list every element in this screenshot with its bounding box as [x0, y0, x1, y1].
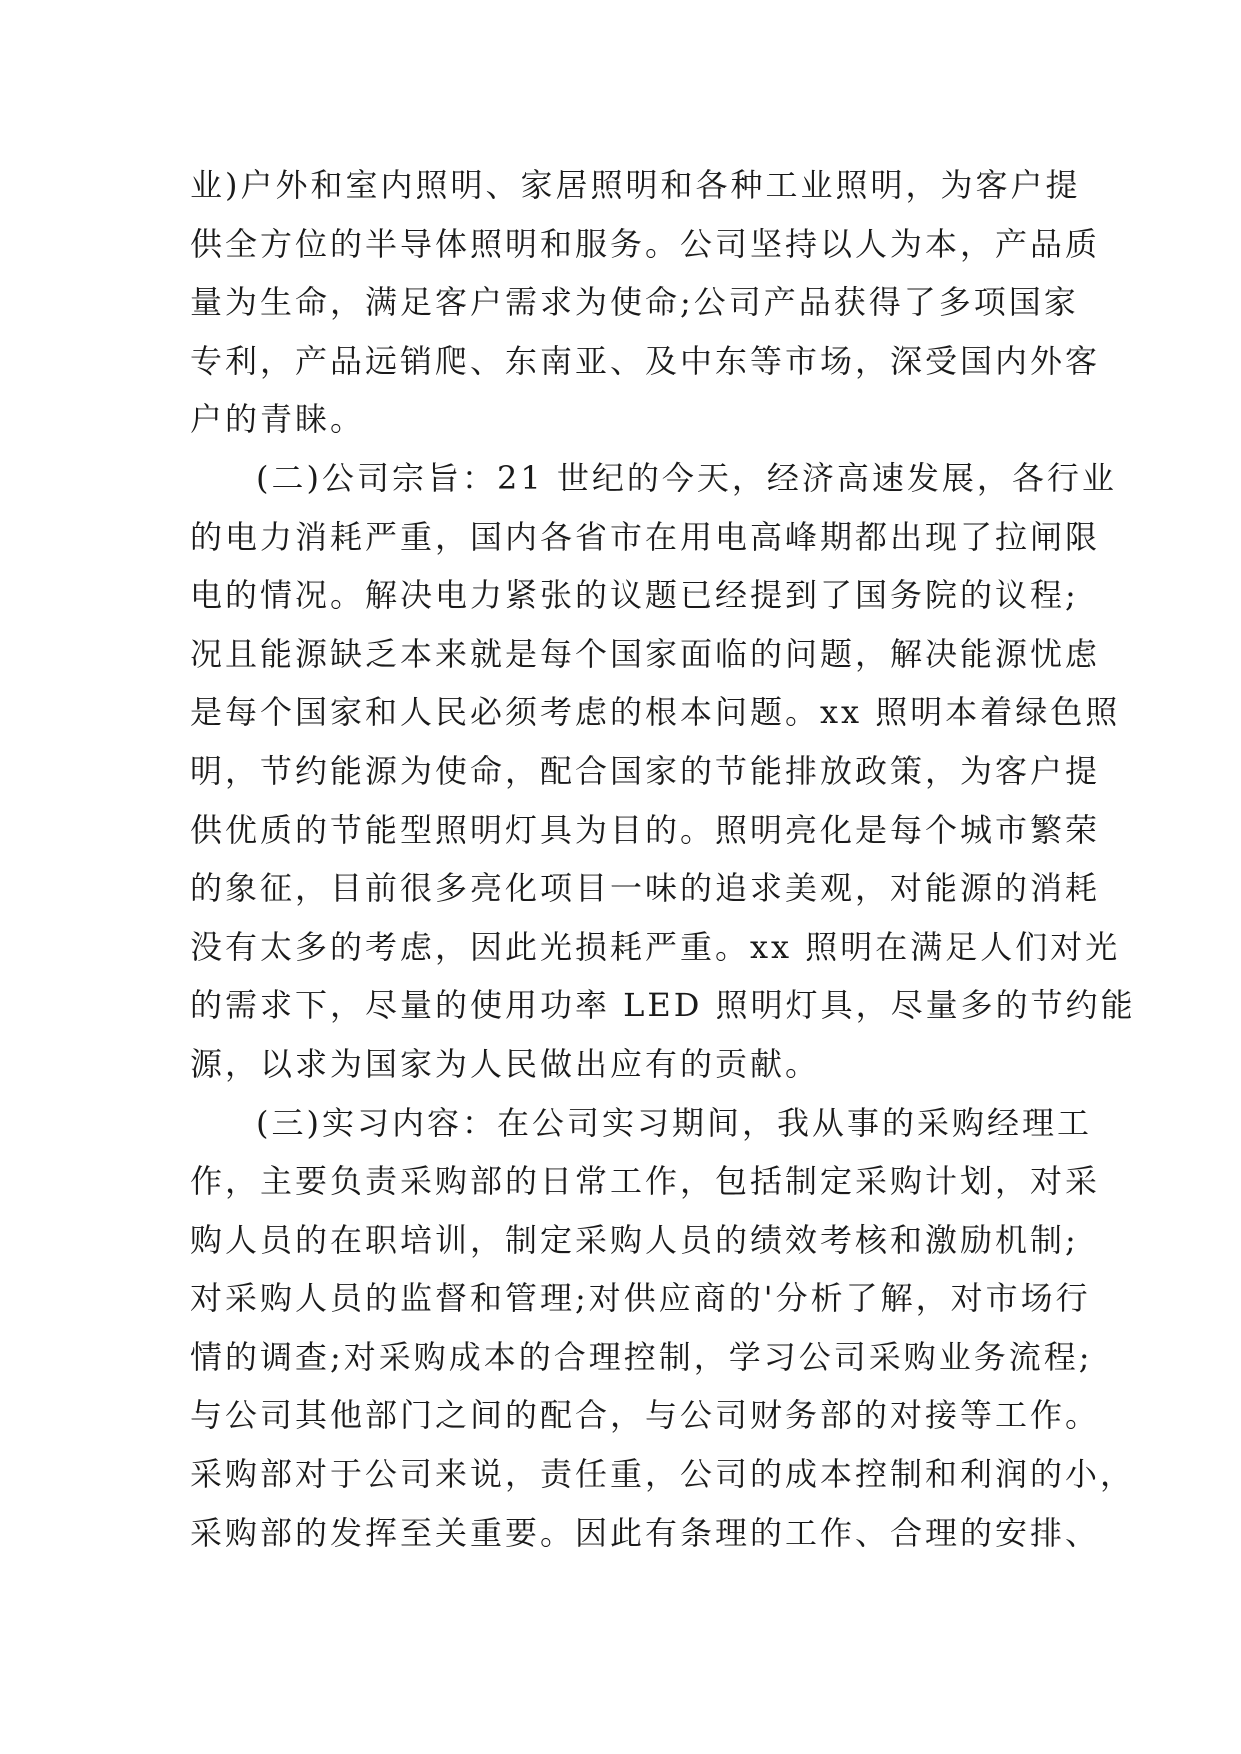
text-line: 的电力消耗严重，国内各省市在用电高峰期都出现了拉闸限 — [190, 517, 1101, 556]
text-line: 采购部对于公司来说，责任重，公司的成本控制和利润的小， — [190, 1455, 1136, 1494]
text-line: 供优质的节能型照明灯具为目的。照明亮化是每个城市繁荣 — [190, 810, 1101, 849]
text-line: 采购部的发挥至关重要。因此有条理的工作、合理的安排、 — [190, 1513, 1101, 1552]
text-line: 是每个国家和人民必须考虑的根本问题。xx 照明本着绿色照 — [190, 693, 1121, 732]
text-line: 与公司其他部门之间的配合，与公司财务部的对接等工作。 — [190, 1396, 1101, 1435]
text-line: 专利，产品远销爬、东南亚、及中东等市场，深受国内外客 — [190, 341, 1101, 380]
text-line: 供全方位的半导体照明和服务。公司坚持以人为本，产品质 — [190, 224, 1101, 263]
text-line: 没有太多的考虑，因此光损耗严重。xx 照明在满足人们对光 — [190, 927, 1121, 966]
text-line: 购人员的在职培训，制定采购人员的绩效考核和激励机制; — [190, 1220, 1079, 1259]
text-line: 的需求下，尽量的使用功率 LED 照明灯具，尽量多的节约能 — [190, 986, 1136, 1025]
text-line: 电的情况。解决电力紧张的议题已经提到了国务院的议程; — [190, 576, 1079, 615]
text-line: 情的调查;对采购成本的合理控制，学习公司采购业务流程; — [190, 1337, 1093, 1376]
body-text — [190, 156, 1136, 1562]
text-line: 量为生命，满足客户需求为使命;公司产品获得了多项国家 — [190, 283, 1079, 322]
text-line: 对采购人员的监督和管理;对供应商的'分析了解，对市场行 — [190, 1279, 1091, 1318]
paragraph-2-first-line: (二)公司宗旨：21 世纪的今天，经济高速发展，各行业 — [256, 458, 1117, 497]
text-line: 源，以求为国家为人民做出应有的贡献。 — [190, 1044, 821, 1083]
text-line: 的象征，目前很多亮化项目一味的追求美观，对能源的消耗 — [190, 869, 1101, 908]
text-line: 户的青睐。 — [190, 400, 366, 439]
paragraph-3-first-line: (三)实习内容：在公司实习期间，我从事的采购经理工 — [256, 1103, 1092, 1142]
text-line: 作，主要负责采购部的日常工作，包括制定采购计划，对采 — [190, 1162, 1101, 1201]
text-line: 业)户外和室内照明、家居照明和各种工业照明，为客户提 — [190, 166, 1081, 204]
text-line: 况且能源缺乏本来就是每个国家面临的问题，解决能源忧虑 — [190, 634, 1101, 673]
text-line: 明，节约能源为使命，配合国家的节能排放政策，为客户提 — [190, 751, 1101, 790]
